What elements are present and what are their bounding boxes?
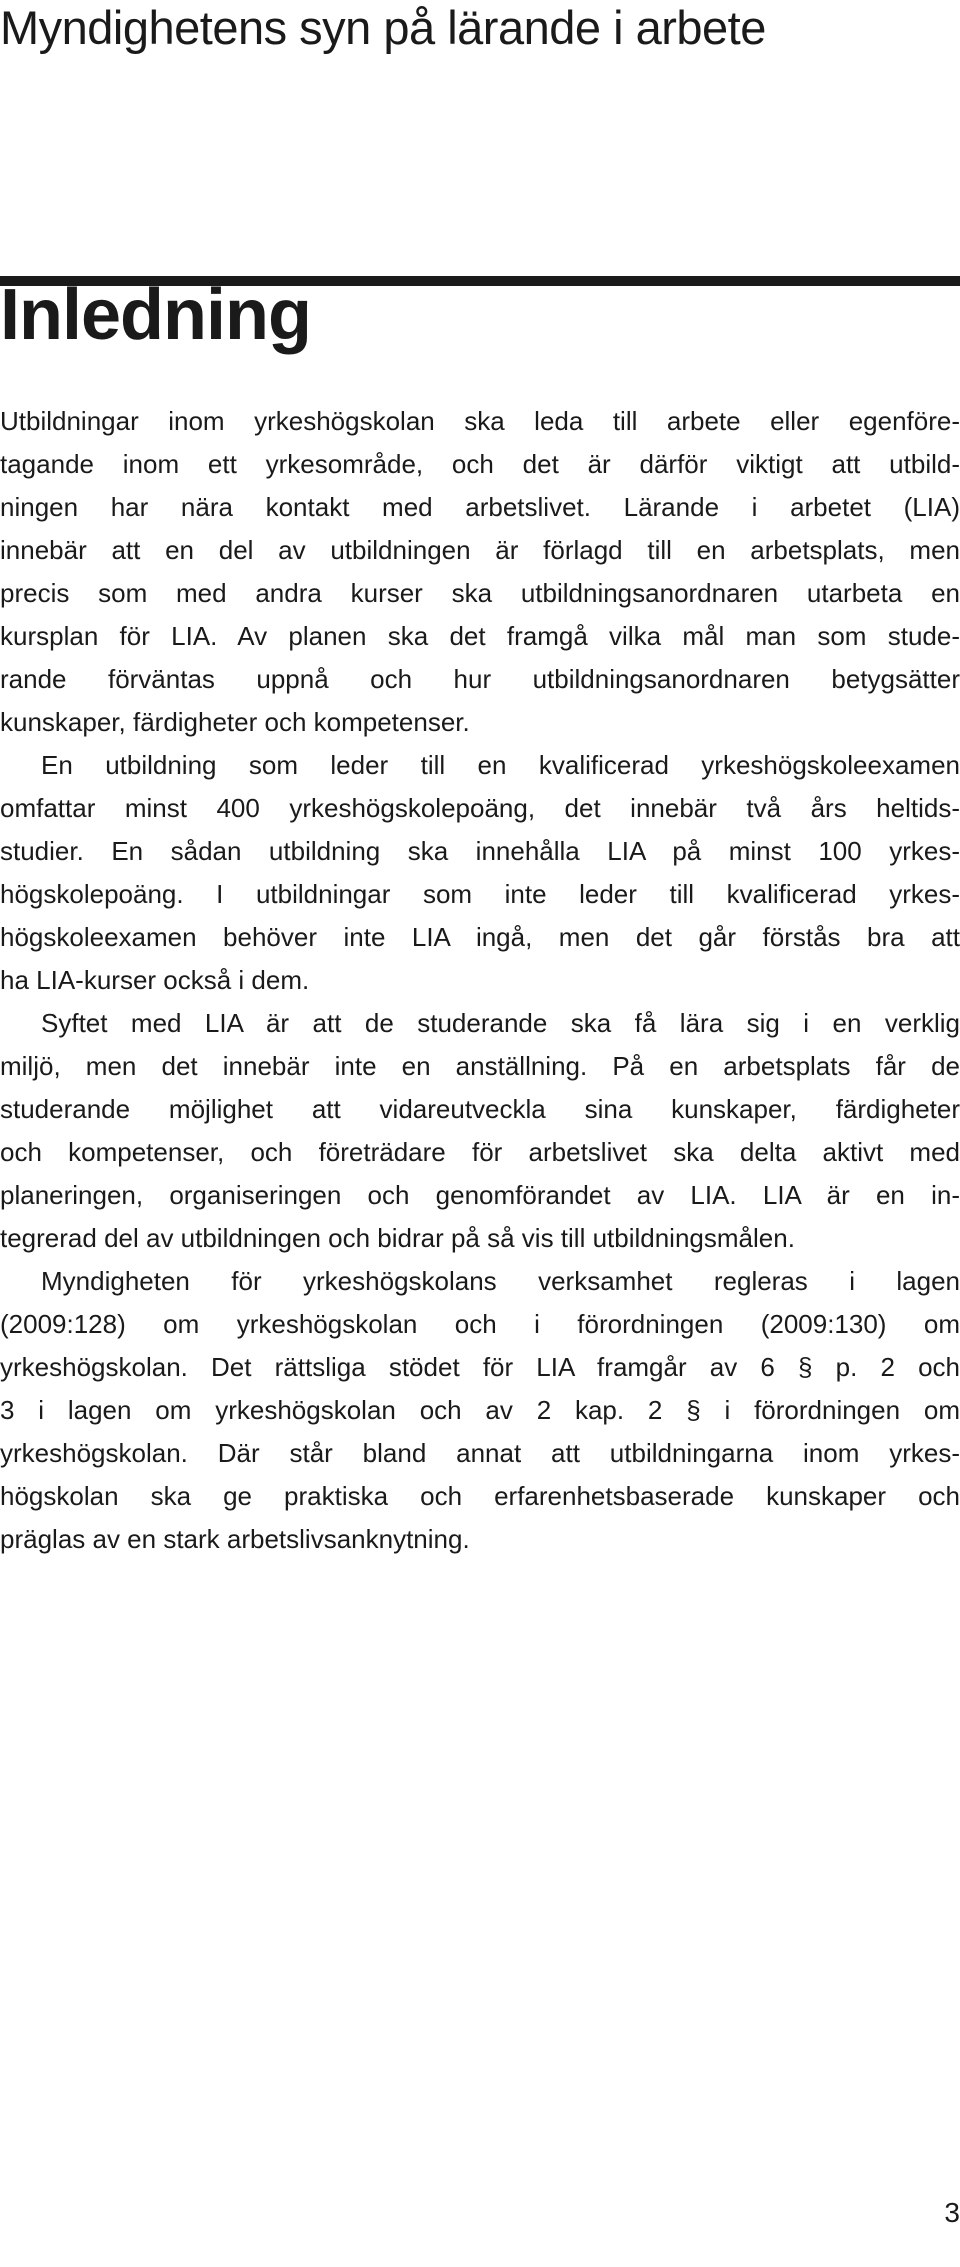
- paragraph-line: tagande inom ett yrkesområde, och det är därför viktigt att utbild-: [0, 449, 960, 479]
- paragraph-line: ha LIA-kurser också i dem.: [0, 965, 310, 995]
- paragraph-line: ningen har nära kontakt med arbetslivet. Lärande i arbetet (LIA): [0, 492, 960, 522]
- paragraph-line: studerande möjlighet att vidareutveckla sina kunskaper, färdigheter: [0, 1094, 960, 1124]
- paragraph-line: präglas av en stark arbetslivsanknytning.: [0, 1524, 470, 1554]
- paragraph-line: innebär att en del av utbildningen är förlagd till en arbetsplats, men: [0, 535, 960, 565]
- paragraph-line: rande förväntas uppnå och hur utbildningsanordnaren betygsätter: [0, 664, 960, 694]
- paragraph: [0, 1002, 960, 1260]
- paragraph-line: tegrerad del av utbildningen och bidrar på så vis till utbildningsmålen.: [0, 1223, 795, 1253]
- page-number: 3: [944, 2197, 960, 2228]
- paragraph-line: högskoleexamen behöver inte LIA ingå, men det går förstås bra att: [0, 922, 960, 952]
- running-header-title: Myndighetens syn på lärande i arbete: [0, 1, 766, 54]
- section-heading: Inledning: [0, 275, 311, 355]
- paragraph-line: högskolan ska ge praktiska och erfarenhetsbaserade kunskaper och: [0, 1481, 960, 1511]
- paragraph-line: och kompetenser, och företrädare för arbetslivet ska delta aktivt med: [0, 1137, 960, 1167]
- paragraph-line: yrkeshögskolan. Det rättsliga stödet för LIA framgår av 6 § p. 2 och: [0, 1352, 960, 1382]
- paragraph-line: 3 i lagen om yrkeshögskolan och av 2 kap. 2 § i förordningen om: [0, 1395, 960, 1425]
- paragraph-line: omfattar minst 400 yrkeshögskolepoäng, det innebär två års heltids-: [0, 793, 960, 823]
- paragraph-line: planeringen, organiseringen och genomförandet av LIA. LIA är en in-: [0, 1180, 960, 1210]
- paragraph: [0, 1260, 960, 1561]
- paragraph-line: En utbildning som leder till en kvalificerad yrkeshögskoleexamen: [41, 750, 960, 780]
- paragraph-line: kunskaper, färdigheter och kompetenser.: [0, 707, 470, 737]
- body-text: [0, 400, 960, 1561]
- paragraph-line: precis som med andra kurser ska utbildningsanordnaren utarbeta en: [0, 578, 960, 608]
- paragraph-line: studier. En sådan utbildning ska innehålla LIA på minst 100 yrkes-: [0, 836, 960, 866]
- paragraph: [0, 400, 960, 744]
- paragraph-line: Myndigheten för yrkeshögskolans verksamhet regleras i lagen: [41, 1266, 960, 1296]
- paragraph-line: (2009:128) om yrkeshögskolan och i förordningen (2009:130) om: [0, 1309, 960, 1339]
- paragraph-line: Utbildningar inom yrkeshögskolan ska leda till arbete eller egenföre-: [0, 406, 960, 436]
- paragraph: [0, 744, 960, 1002]
- paragraph-line: högskolepoäng. I utbildningar som inte leder till kvalificerad yrkes-: [0, 879, 960, 909]
- paragraph-line: yrkeshögskolan. Där står bland annat att utbildningarna inom yrkes-: [0, 1438, 960, 1468]
- paragraph-line: Syftet med LIA är att de studerande ska få lära sig i en verklig: [41, 1008, 960, 1038]
- paragraph-line: kursplan för LIA. Av planen ska det framgå vilka mål man som stude-: [0, 621, 960, 651]
- paragraph-line: miljö, men det innebär inte en anställning. På en arbetsplats får de: [0, 1051, 960, 1081]
